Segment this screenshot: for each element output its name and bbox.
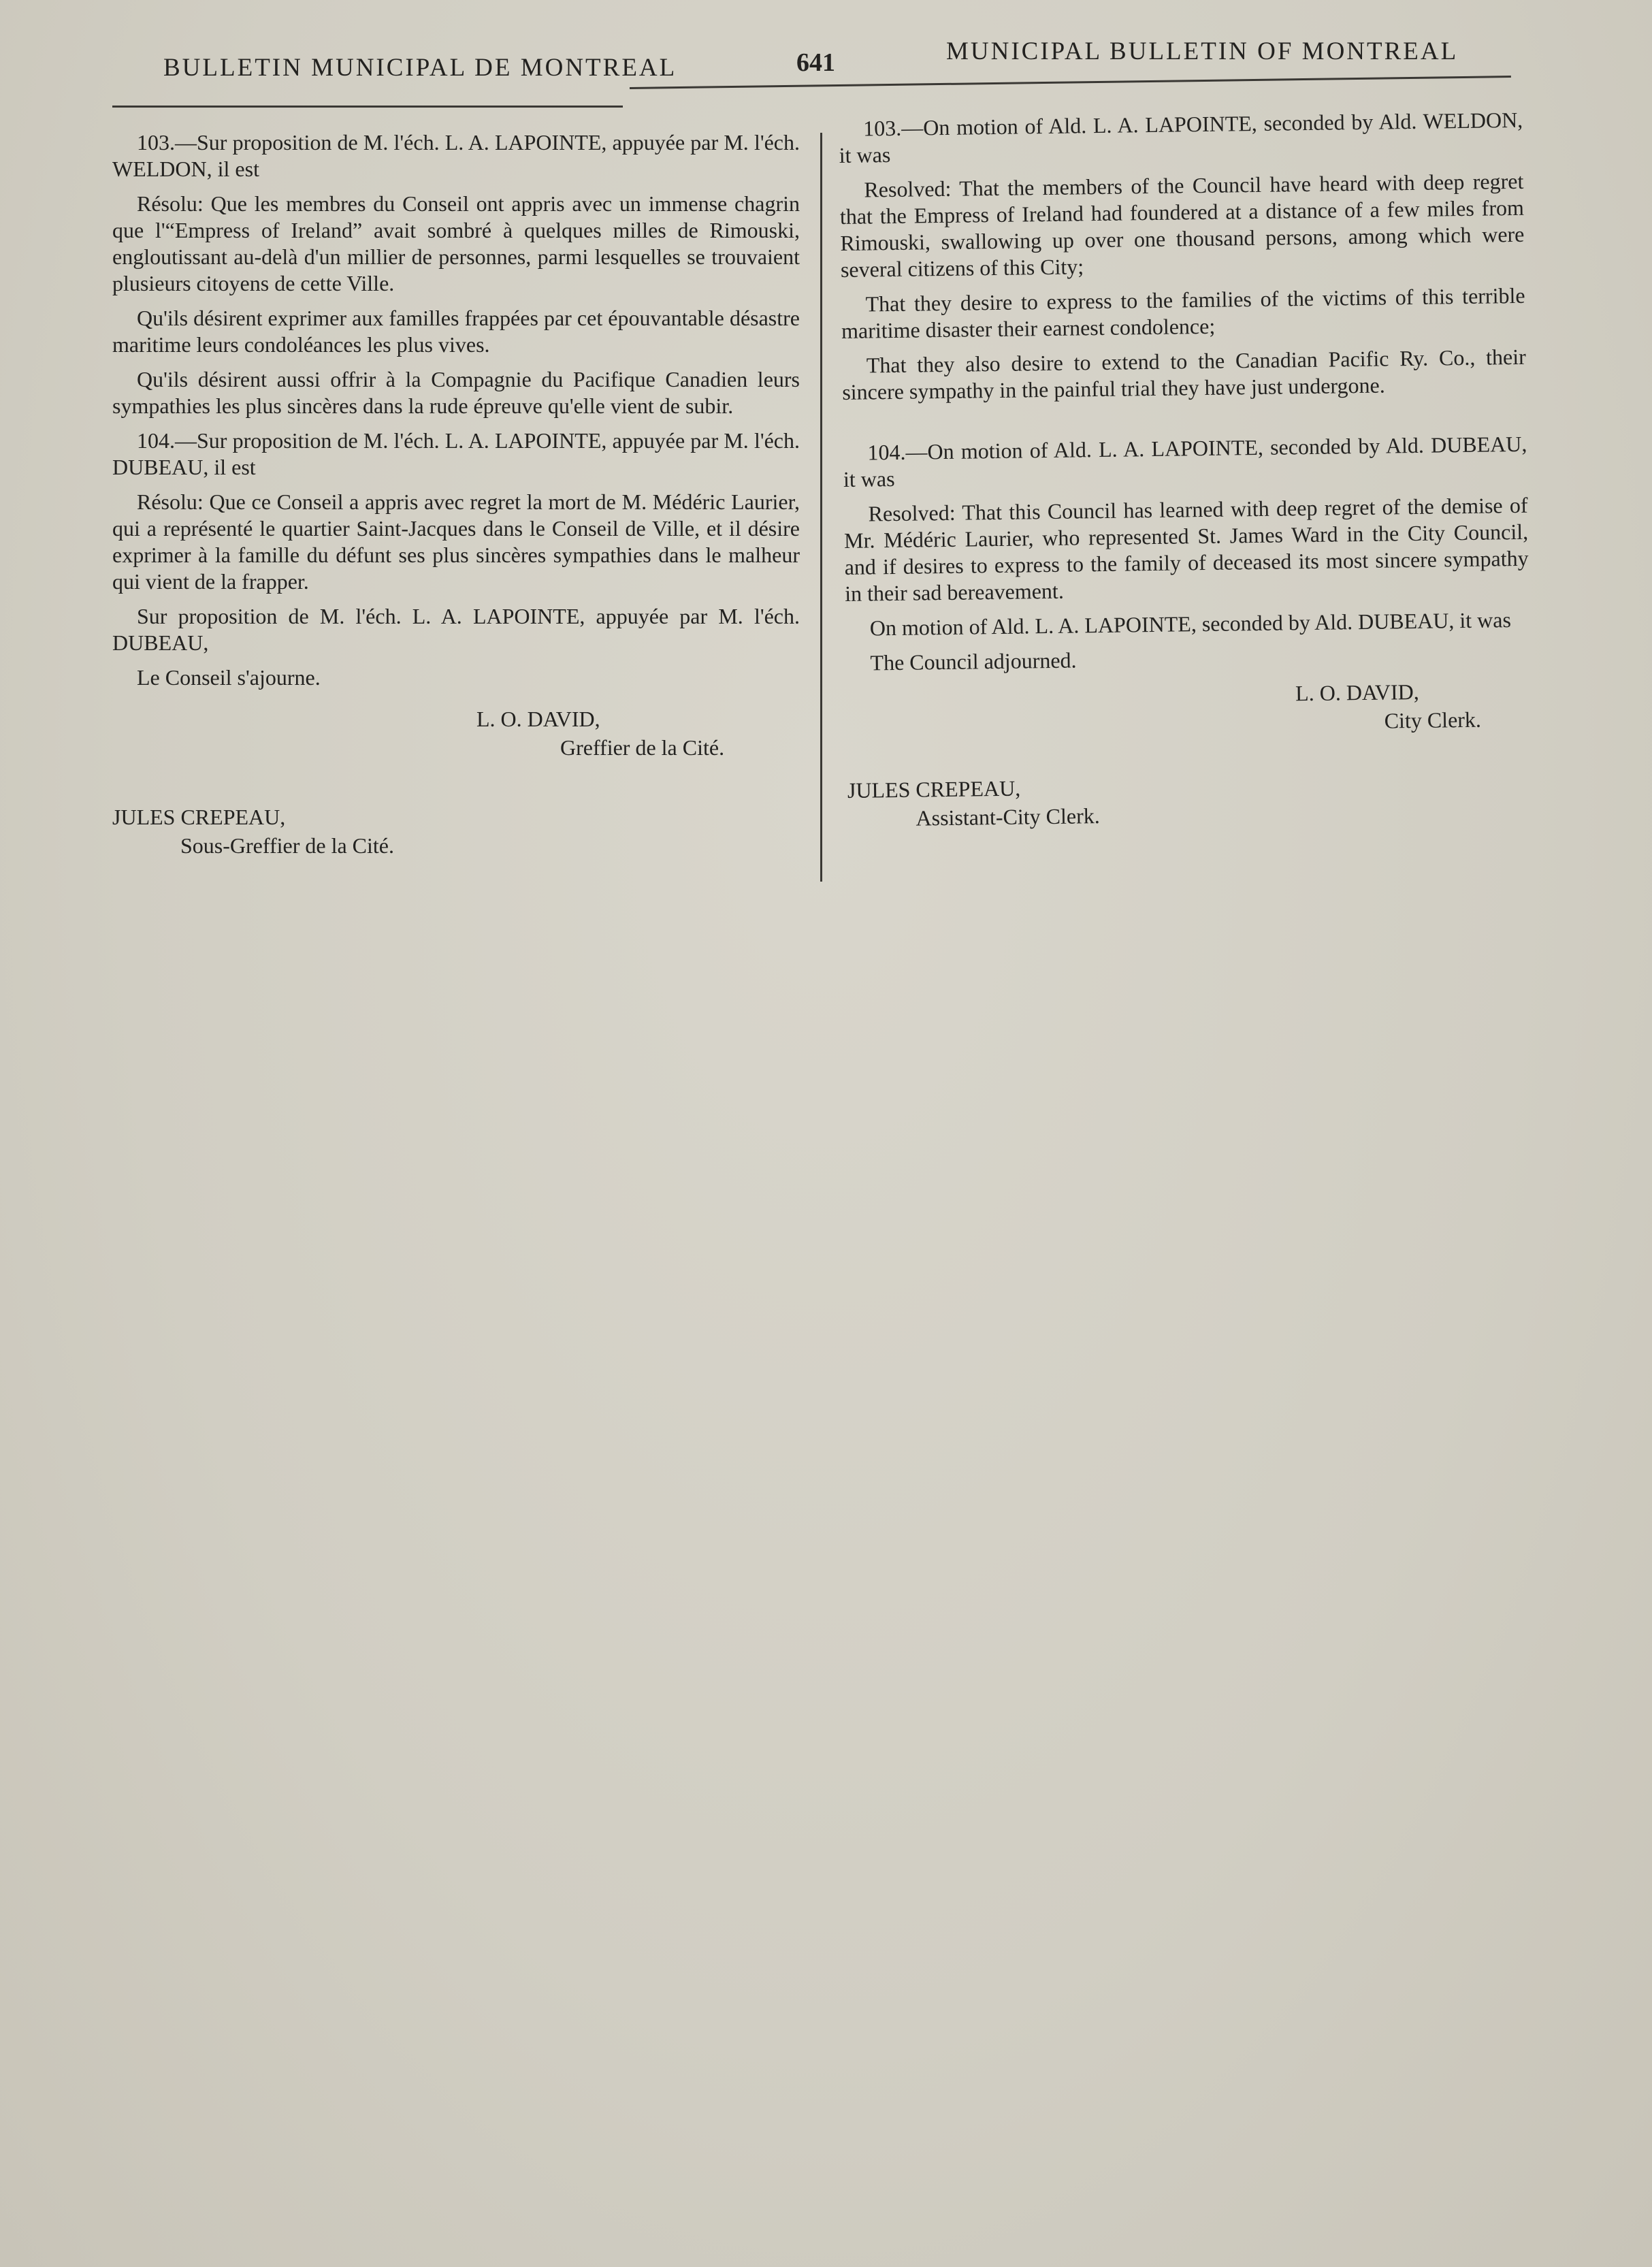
french-column xyxy=(112,129,800,860)
resolution-104-resolved: Résolu: Que ce Conseil a appris avec regret la mort de M. Médéric Laurier, qui a représenté le quartier Saint-Jacques dans le Conseil de Ville, et il désire exprimer à la famille du défunt ses plus sincères sympathies dans le malheur qui vient de la frapper. xyxy=(112,489,800,594)
column-divider xyxy=(820,133,822,882)
resolution-103-condolence: Qu'ils désirent exprimer aux familles frappées par cet épouvantable désastre maritime leurs condoléances les plus vives. xyxy=(112,306,800,357)
adjournment-text: The Council adjourned. xyxy=(870,647,1077,675)
clerk-name: L. O. DAVID, xyxy=(476,707,600,731)
assistant-clerk-name: JULES CREPEAU, xyxy=(112,805,286,829)
clerk-name: L. O. DAVID, xyxy=(1295,679,1420,706)
clerk-title: City Clerk. xyxy=(1384,707,1482,733)
resolution-103-resolved: Résolu: Que les membres du Conseil ont appris avec un immense chagrin que l'“Empress of Ireland” avait sombré à quelques milles de Rimouski, engloutissant au-delà d'un millier de personnes, parmi lesquelles se trouvaient plusieurs citoyens de cette Ville. xyxy=(112,191,800,295)
resolution-104-resolved: Resolved: That this Council has learned with deep regret of the demise of Mr. Médéric Laurier, who represented St. James Ward in the City Council, and if desires to express to the family of deceased its most sincere sympathy in their sad bereavement. xyxy=(843,492,1529,606)
header-title-english: MUNICIPAL BULLETIN OF MONTREAL xyxy=(946,37,1459,65)
resolution-103-sympathy: That they also desire to extend to the Canadian Pacific Ry. Co., their sincere sympathy in the painful trial they have just undergone. xyxy=(842,344,1526,404)
adjournment-motion: Sur proposition de M. l'éch. L. A. LAPOINTE, appuyée par M. l'éch. DUBEAU, xyxy=(112,604,800,655)
assistant-clerk-title: Assistant-City Clerk. xyxy=(916,803,1100,831)
resolution-103-sympathy: Qu'ils désirent aussi offrir à la Compagnie du Pacifique Canadien leurs sympathies les plus sincères dans la rude épreuve qu'elle vient de subir. xyxy=(112,367,800,418)
header-rule-left xyxy=(112,106,623,108)
clerk-title: Greffier de la Cité. xyxy=(560,735,725,760)
adjournment-text: Le Conseil s'ajourne. xyxy=(137,665,321,690)
resolution-104-motion: 104.—Sur proposition de M. l'éch. L. A. LAPOINTE, appuyée par M. l'éch. DUBEAU, il est xyxy=(112,428,800,479)
page-number: 641 xyxy=(796,48,835,77)
english-column xyxy=(839,107,1532,833)
resolution-103-resolved: Resolved: That the members of the Council have heard with deep regret that the Empress of Ireland had foundered at a distance of a few miles from Rimouski, swallowing up over one thousand persons, among which were several citizens of this City; xyxy=(839,168,1525,282)
resolution-103-motion: 103.—Sur proposition de M. l'éch. L. A. LAPOINTE, appuyée par M. l'éch. WELDON, il est xyxy=(112,130,800,181)
adjournment-motion: On motion of Ald. L. A. LAPOINTE, seconded by Ald. DUBEAU, it was xyxy=(869,607,1512,641)
resolution-103-condolence: That they desire to express to the families of the victims of this terrible maritime disaster their earnest condolence; xyxy=(841,283,1525,343)
resolution-103-motion: 103.—On motion of Ald. L. A. LAPOINTE, seconded by Ald. WELDON, it was xyxy=(839,107,1523,167)
header-title-french: BULLETIN MUNICIPAL DE MONTREAL xyxy=(163,54,677,82)
resolution-104-motion: 104.—On motion of Ald. L. A. LAPOINTE, seconded by Ald. DUBEAU, it was xyxy=(843,431,1527,492)
assistant-clerk-name: JULES CREPEAU, xyxy=(847,775,1021,803)
assistant-clerk-title: Sous-Greffier de la Cité. xyxy=(180,833,394,858)
